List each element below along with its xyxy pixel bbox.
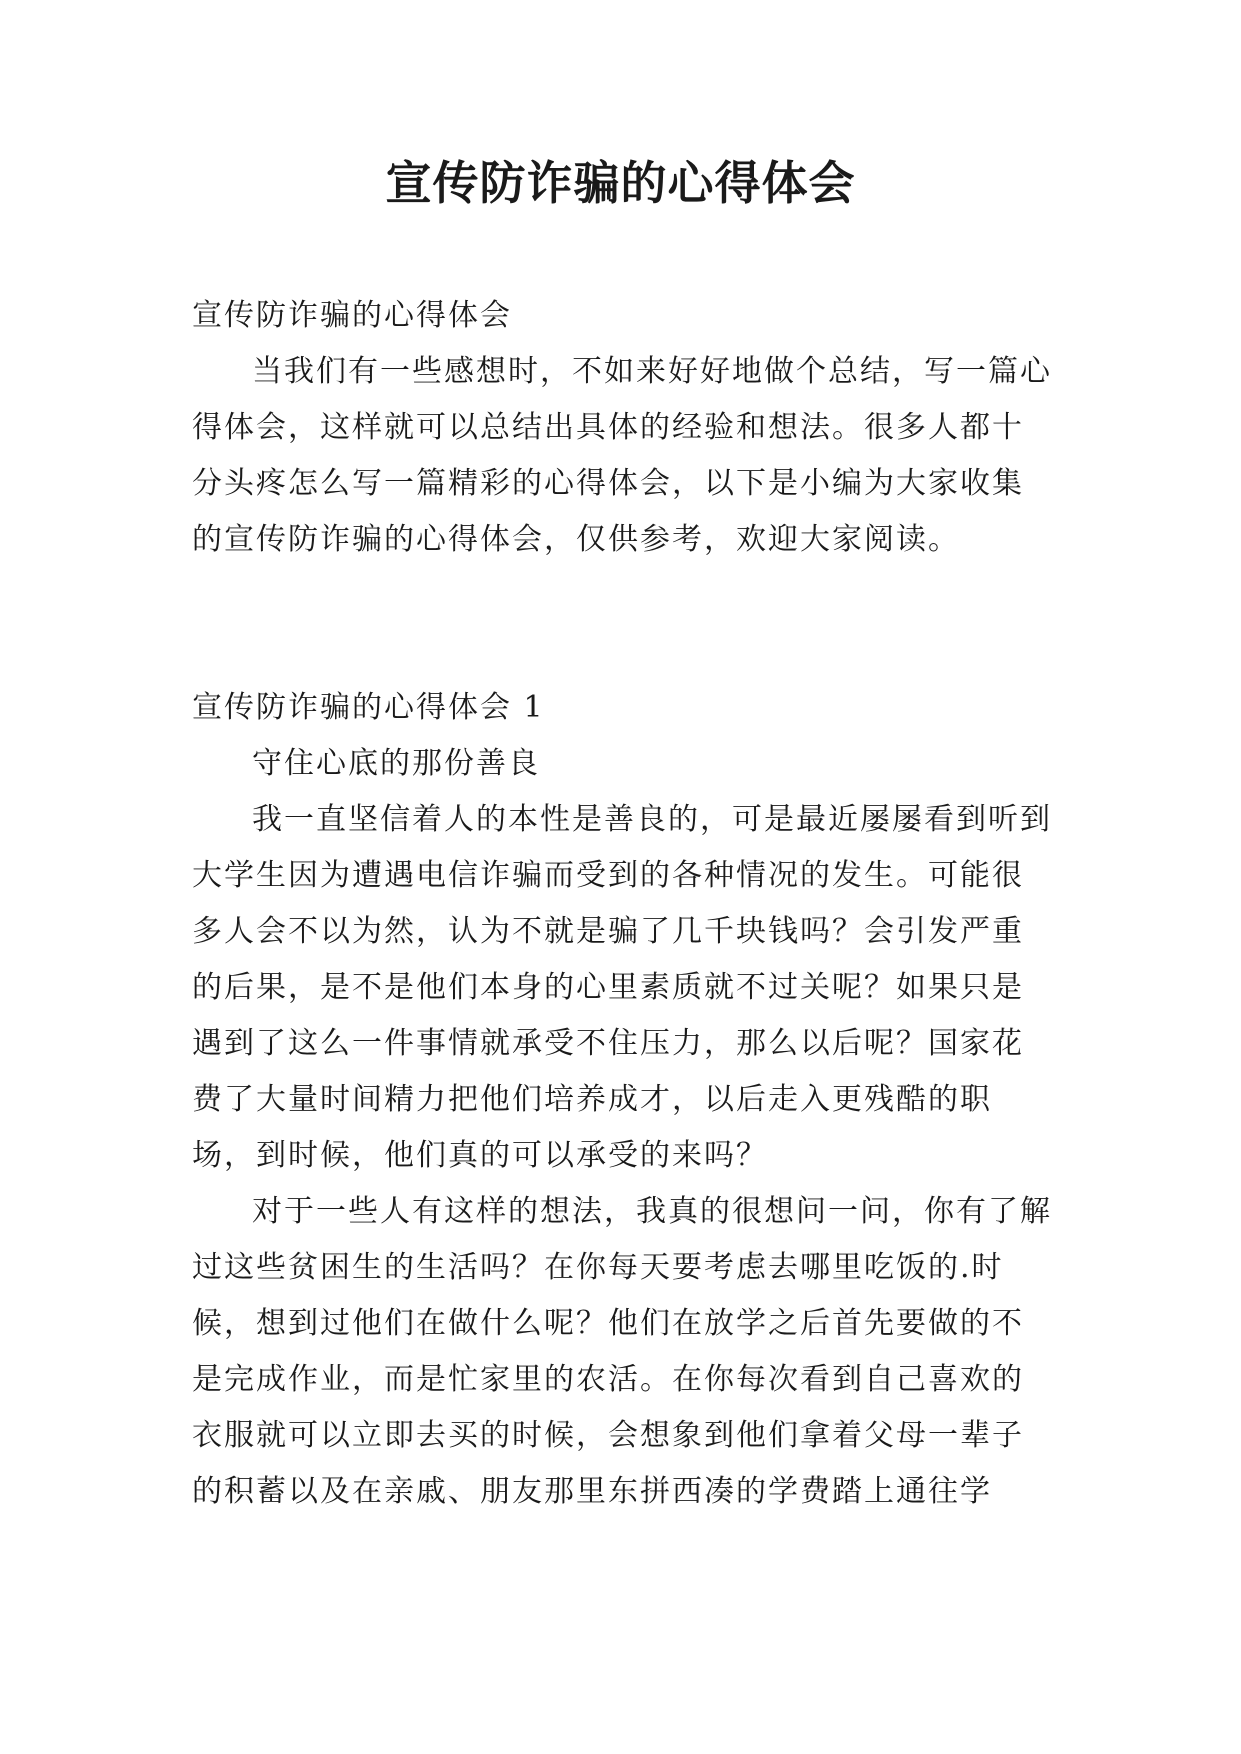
document-subtitle: 宣传防诈骗的心得体会: [192, 298, 512, 333]
section-spacer: [192, 568, 1052, 680]
document-body: [192, 288, 1052, 1520]
section-heading: 宣传防诈骗的心得体会 1: [192, 690, 545, 725]
essay-title: 守住心底的那份善良: [252, 746, 540, 781]
body-paragraph: 对于一些人有这样的想法，我真的很想问一问，你有了解过这些贫困生的生活吗？在你每天要考虑去哪里吃饭的.时候，想到过他们在做什么呢？他们在放学之后首先要做的不是完成作业，而是忙家里的农活。在你每次看到自己喜欢的衣服就可以立即去买的时候，会想象到他们拿着父母一辈子的积蓄以及在亲戚、朋友那里东拼西凑的学费踏上通往学: [192, 1194, 1052, 1509]
intro-paragraph: 当我们有一些感想时，不如来好好地做个总结，写一篇心得体会，这样就可以总结出具体的经验和想法。很多人都十分头疼怎么写一篇精彩的心得体会，以下是小编为大家收集的宣传防诈骗的心得体会，仅供参考，欢迎大家阅读。: [192, 354, 1052, 557]
body-paragraph: 我一直坚信着人的本性是善良的，可是最近屡屡看到听到大学生因为遭遇电信诈骗而受到的各种情况的发生。可能很多人会不以为然，认为不就是骗了几千块钱吗？会引发严重的后果，是不是他们本身的心里素质就不过关呢？如果只是遇到了这么一件事情就承受不住压力，那么以后呢？国家花费了大量时间精力把他们培养成才，以后走入更残酷的职场，到时候，他们真的可以承受的来吗？: [192, 802, 1052, 1173]
document-title: 宣传防诈骗的心得体会: [385, 156, 856, 210]
